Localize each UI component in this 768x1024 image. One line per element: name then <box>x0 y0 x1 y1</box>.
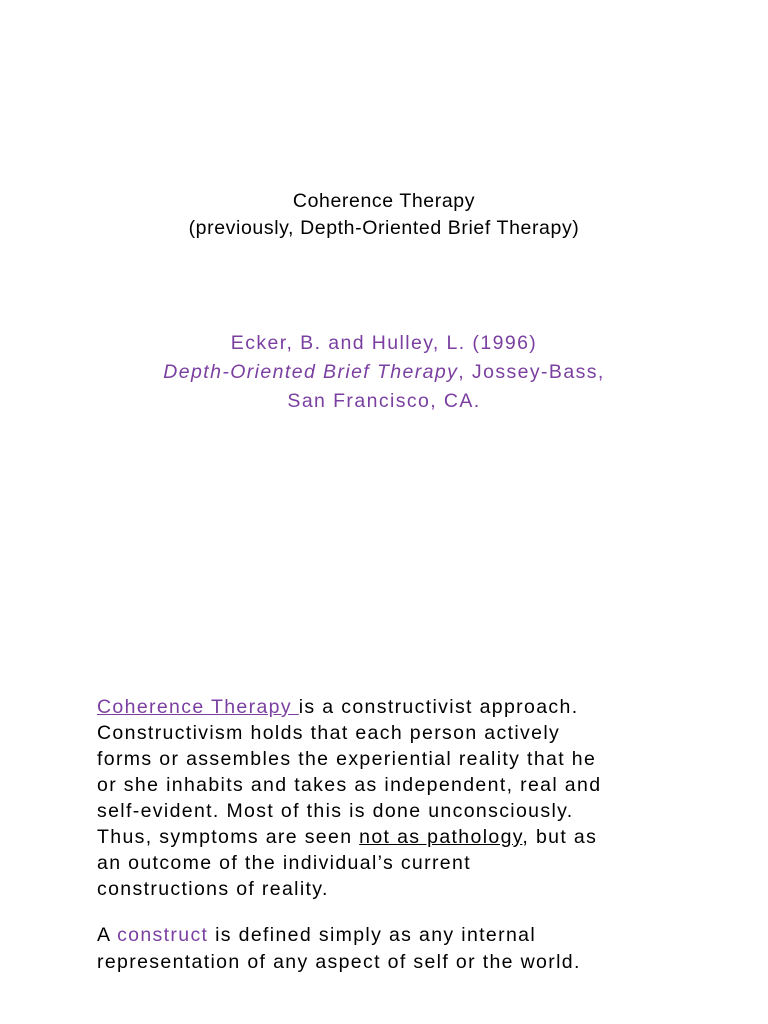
paragraph-text: Thus, symptoms are seen <box>97 826 360 848</box>
paragraph-line: forms or assembles the experiential reality that he <box>97 748 597 770</box>
citation-publisher: , Jossey-Bass, <box>458 361 605 383</box>
construct-term: construct <box>117 924 209 946</box>
citation-book-title: Depth-Oriented Brief Therapy <box>163 361 459 383</box>
citation <box>0 329 768 416</box>
title-line-1: Coherence Therapy <box>292 190 476 212</box>
paragraph-line <box>97 694 737 720</box>
citation-location: San Francisco, CA. <box>287 390 481 412</box>
emphasis-not-as-pathology: not as pathology <box>359 826 523 848</box>
paragraph-line <box>97 824 737 850</box>
paragraph-line: or she inhabits and takes as independent, real and <box>97 774 602 796</box>
paragraph-line: Constructivism holds that each person actively <box>97 722 561 744</box>
paragraph-constructivism <box>97 694 737 902</box>
paragraph-text: , but as <box>522 826 598 848</box>
paragraph-text: is a constructivist approach. <box>298 696 579 718</box>
citation-authors: Ecker, B. and Hulley, L. (1996) <box>230 332 538 354</box>
citation-book-line <box>0 358 768 387</box>
paragraph-line: constructions of reality. <box>97 878 329 900</box>
paragraph-line <box>97 922 737 949</box>
paragraph-line: representation of any aspect of self or the world. <box>97 951 581 973</box>
title-line-2: (previously, Depth-Oriented Brief Therapy) <box>188 217 580 239</box>
paragraph-line: an outcome of the individual’s current <box>97 852 471 874</box>
paragraph-text: A <box>97 924 118 946</box>
paragraph-line: self-evident. Most of this is done unconsciously. <box>97 800 574 822</box>
paragraph-text: is defined simply as any internal <box>208 924 537 946</box>
document-title <box>0 188 768 242</box>
coherence-therapy-link[interactable]: Coherence Therapy <box>97 696 299 718</box>
paragraph-construct-definition <box>97 922 737 976</box>
